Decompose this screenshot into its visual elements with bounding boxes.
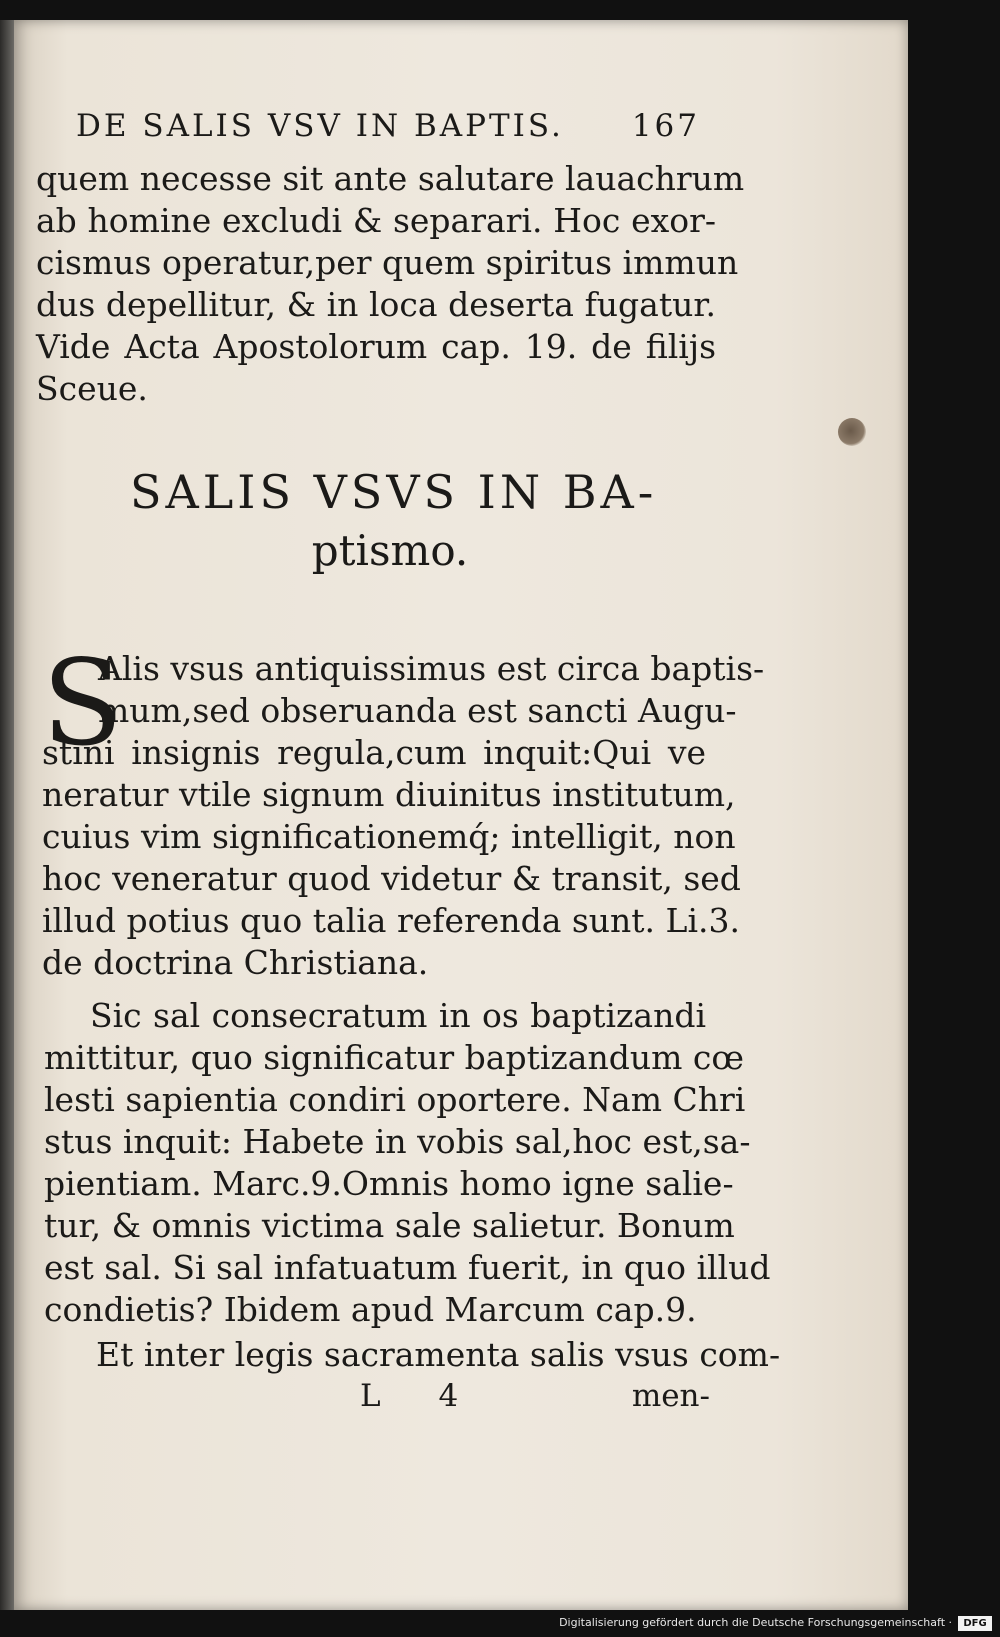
paragraph [44,1334,781,1376]
section-heading [0,462,760,580]
drop-cap: S [42,634,123,772]
text-line: Sceue. [36,369,148,408]
text-line: Sic sal consecratum in os baptizandi [90,996,706,1035]
book-spine [0,20,14,1610]
text-line: cuius vim significationemq́; intelligit, non [42,817,736,856]
paragraph-continued [36,158,745,410]
running-head-title: DE SALIS VSV IN BAPTIS. [76,108,564,144]
text-line: stus inquit: Habete in vobis sal,hoc est,sa- [44,1122,751,1161]
running-head [76,108,700,144]
dfg-logo-icon: DFG [958,1616,992,1631]
text-line: est sal. Si sal infatuatum fuerit, in quo illud [44,1248,771,1287]
text-line: Vide Acta Apostolorum cap. 19. de filijs [36,327,716,366]
text-line: ab homine excludi & separari. Hoc exor- [36,201,716,240]
page-footer [360,1378,710,1414]
text-line: pientiam. Marc.9.Omnis homo igne salie- [44,1164,734,1203]
catchword: men- [631,1378,710,1414]
text-line: Et inter legis sacramenta salis vsus com- [96,1335,781,1374]
text-line: tur, & omnis victima sale salietur. Bonum [44,1206,735,1245]
paragraph-dropcap [42,634,765,984]
ink-blot [838,418,866,446]
text-line: illud potius quo talia referenda sunt. Li.3. [42,901,740,940]
text-line: mittitur, quo significatur baptizandum cœ [44,1038,744,1077]
text-line: stini insignis regula,cum inquit:Qui ve [42,733,706,772]
text-line: condietis? Ibidem apud Marcum cap.9. [44,1290,697,1329]
section-heading-line1: SALIS VSVS IN BA- [130,465,658,519]
text-line: neratur vtile signum diuinitus institutum, [42,775,736,814]
signature-mark: L 4 [360,1378,483,1414]
text-line: lesti sapientia condiri oportere. Nam Chri [44,1080,746,1119]
text-line: dus depellitur, & in loca deserta fugatur. [36,285,716,324]
section-heading-line2: ptismo. [311,526,469,575]
text-line: mum,sed obseruanda est sancti Augu- [98,691,737,730]
text-line: Alis vsus antiquissimus est circa baptis- [98,649,765,688]
text-line: hoc veneratur quod videtur & transit, sed [42,859,741,898]
digitization-credit: Digitalisierung gefördert durch die Deutsche Forschungsgemeinschaft · [559,1616,952,1629]
paragraph [44,995,771,1331]
page-number: 167 [631,108,700,144]
text-line: cismus operatur,per quem spiritus immun [36,243,739,282]
text-line: quem necesse sit ante salutare lauachrum [36,159,745,198]
text-line: de doctrina Christiana. [42,943,429,982]
